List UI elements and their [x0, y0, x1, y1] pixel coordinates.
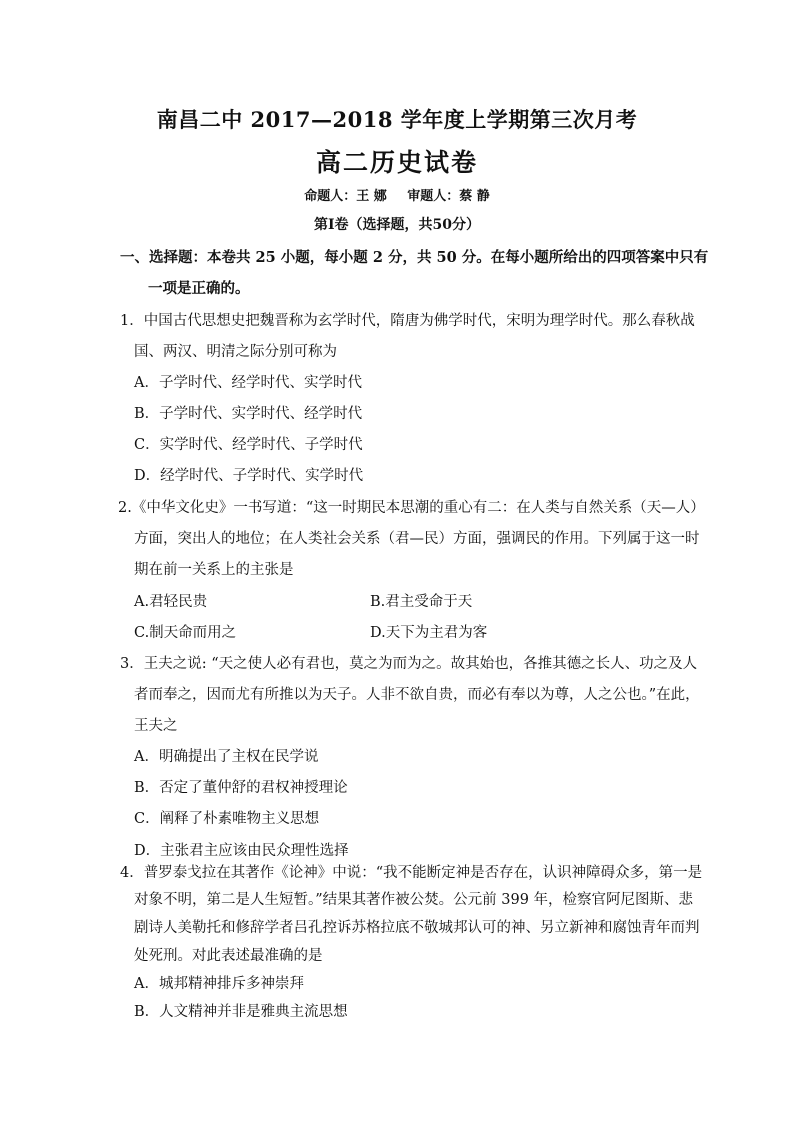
- q4-stem-line1: 4．普罗泰戈拉在其著作《论神》中说：“我不能断定神是否存在，认识神障碍众多，第一是: [120, 865, 703, 881]
- exam-staff: [0, 185, 794, 204]
- q1-option-b: B．子学时代、实学时代、经学时代: [134, 406, 363, 422]
- q2-option-a: A.君轻民贵: [134, 594, 208, 610]
- q4-option-a: A．城邦精神排斥多神崇拜: [134, 976, 304, 992]
- q3-option-b: B．否定了董仲舒的君权神授理论: [134, 780, 348, 796]
- reviewer-label: 审题人：蔡 静: [407, 189, 490, 204]
- q1-stem-line2: 国、两汉、明清之际分别可称为: [134, 344, 337, 360]
- q2-option-c: C.制天命而用之: [134, 625, 237, 641]
- q3-stem-line1: 3．王夫之说: “天之使人必有君也，莫之为而为之。故其始也，各推其德之长人、功之及人: [120, 656, 698, 672]
- q2-option-d: D.天下为主君为客: [370, 625, 488, 641]
- q3-stem-line3: 王夫之: [134, 718, 178, 734]
- q4-stem-line2: 对象不明，第二是人生短暂。”结果其著作被公焚。公元前 399 年，检察官阿尼图斯、悲: [134, 892, 694, 908]
- q3-stem-line2: 者而奉之，因而尤有所推以为天子。人非不欲自贵，而必有奉以为尊，人之公也。”在此，: [134, 687, 700, 703]
- q1-stem-line1: 1．中国古代思想史把魏晋称为玄学时代，隋唐为佛学时代，宋明为理学时代。那么春秋战: [120, 313, 695, 329]
- q4-stem-line4: 处死刑。对此表述最准确的是: [134, 948, 323, 964]
- q1-option-c: C．实学时代、经学时代、子学时代: [134, 437, 363, 453]
- q2-stem-line3: 期在前一关系上的主张是: [134, 562, 294, 578]
- exam-title: 南昌二中 2017—2018 学年度上学期第三次月考: [156, 107, 638, 132]
- q4-stem-line3: 剧诗人美勒托和修辞学者吕孔控诉苏格拉底不敬城邦认可的神、另立新神和腐蚀青年而判: [134, 920, 700, 936]
- q3-option-a: A．明确提出了主权在民学说: [134, 749, 319, 765]
- author-label: 命题人：王 娜: [304, 189, 387, 204]
- q4-option-b: B．人文精神并非是雅典主流思想: [134, 1004, 348, 1020]
- exam-subtitle: 高二历史试卷: [315, 148, 478, 177]
- q3-option-d: D．主张君主应该由民众理性选择: [134, 843, 349, 859]
- section-instructions-line2: 一项是正确的。: [148, 280, 250, 297]
- q2-stem-line2: 方面，突出人的地位；在人类社会关系（君—民）方面，强调民的作用。下列属于这一时: [134, 531, 700, 547]
- q1-option-a: A．子学时代、经学时代、实学时代: [134, 375, 362, 391]
- q2-option-b: B.君主受命于天: [370, 594, 473, 610]
- q1-option-d: D．经学时代、子学时代、实学时代: [134, 468, 364, 484]
- section-instructions-line1: 一、选择题：本卷共 25 小题，每小题 2 分，共 50 分。在每小题所给出的四项答案中只有: [120, 249, 709, 266]
- part-heading: 第Ⅰ卷（选择题，共50分）: [313, 217, 481, 233]
- q2-stem-line1: 2.《中华文化史》一书写道：“这一时期民本思潮的重心有二：在人类与自然关系（天—人）: [118, 500, 705, 516]
- q3-option-c: C．阐释了朴素唯物主义思想: [134, 811, 320, 827]
